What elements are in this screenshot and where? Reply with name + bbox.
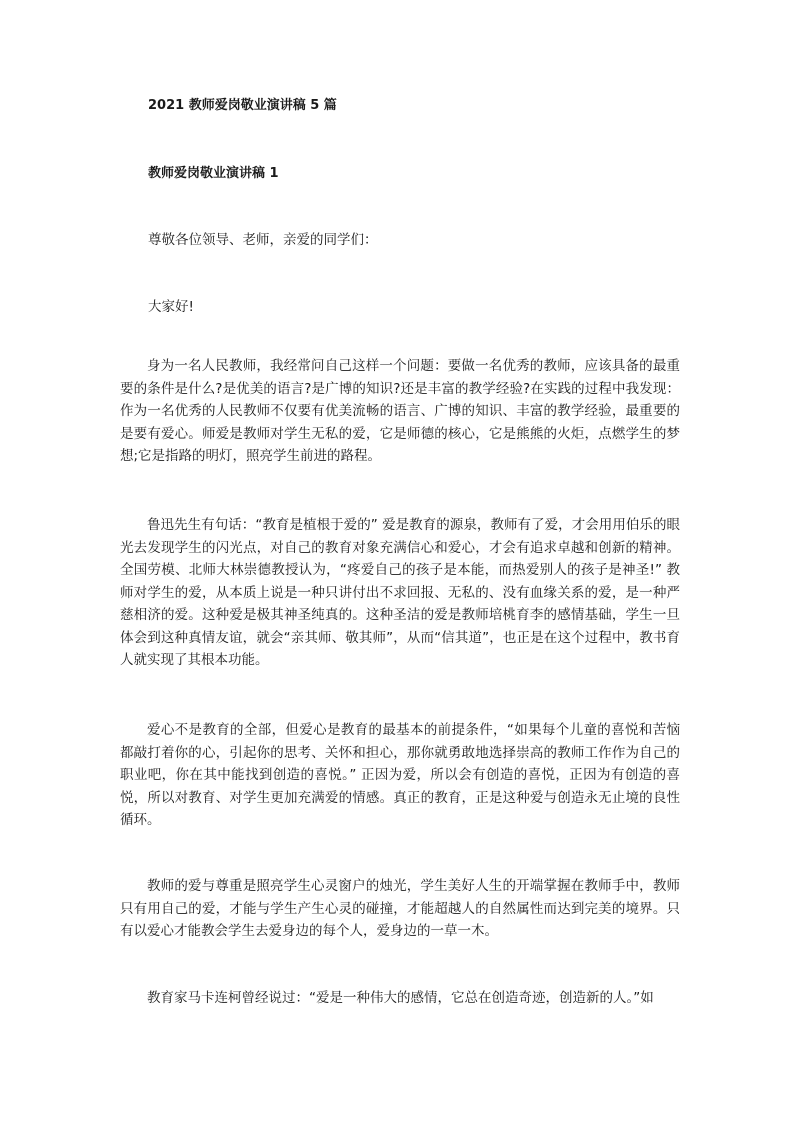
paragraph: 教育家马卡连柯曾经说过：“爱是一种伟大的感情，它总在创造奇迹，创造新的人。”如 — [147, 990, 654, 1006]
section-title: 教师爱岗敬业演讲稿 1 — [148, 166, 279, 181]
document-title: 2021 教师爱岗敬业演讲稿 5 篇 — [148, 98, 337, 113]
paragraph: 身为一名人民教师，我经常问自己这样一个问题：要做一名优秀的教师，应该具备的最重要的条件是什么?是优美的语言?是广博的知识?还是丰富的教学经验?在实践的过程中我发现：作为一名优秀的人民教师不仅要有优美流畅的语言、广博的知识、丰富的教学经验，最重要的是要有爱心。师爱是教师对学生无私的爱，它是师德的核心，它是熊熊的火炬，点燃学生的梦想;它是指路的明灯，照亮学生前进的路程。 — [120, 358, 680, 464]
paragraph: 爱心不是教育的全部，但爱心是教育的最基本的前提条件，“如果每个儿童的喜悦和苦恼都敲打着你的心，引起你的思考、关怀和担心，那你就勇敢地选择崇高的教师工作作为自己的职业吧，你在其中能找到创造的喜悦。” 正因为爱，所以会有创造的喜悦，正因为有创造的喜悦，所以对教育、对学生更加充满爱的情感。真正的教育，正是这种爱与创造永无止境的良性循环。 — [120, 722, 680, 828]
paragraph: 鲁迅先生有句话：“教育是植根于爱的” 爱是教育的源泉，教师有了爱，才会用用伯乐的眼光去发现学生的闪光点，对自己的教育对象充满信心和爱心，才会有追求卓越和创新的精神。全国劳模、北师大林崇德教授认为，“疼爱自己的孩子是本能，而热爱别人的孩子是神圣!” 教师对学生的爱，从本质上说是一种只讲付出不求回报、无私的、没有血缘关系的爱，是一种严慈相济的爱。这种爱是极其神圣纯真的。这种圣洁的爱是教师培桃育李的感情基础，学生一旦体会到这种真情友谊，就会“亲其师、敬其师”，从而“信其道”，也正是在这个过程中，教书育人就实现了其根本功能。 — [120, 517, 680, 668]
greeting: 大家好! — [148, 299, 194, 315]
salutation: 尊敬各位领导、老师，亲爱的同学们： — [148, 232, 378, 248]
paragraph: 教师的爱与尊重是照亮学生心灵窗户的烛光，学生美好人生的开端掌握在教师手中，教师只有用自己的爱，才能与学生产生心灵的碰撞，才能超越人的自然属性而达到完美的境界。只有以爱心才能教会学生去爱身边的每个人，爱身边的一草一木。 — [120, 878, 680, 939]
